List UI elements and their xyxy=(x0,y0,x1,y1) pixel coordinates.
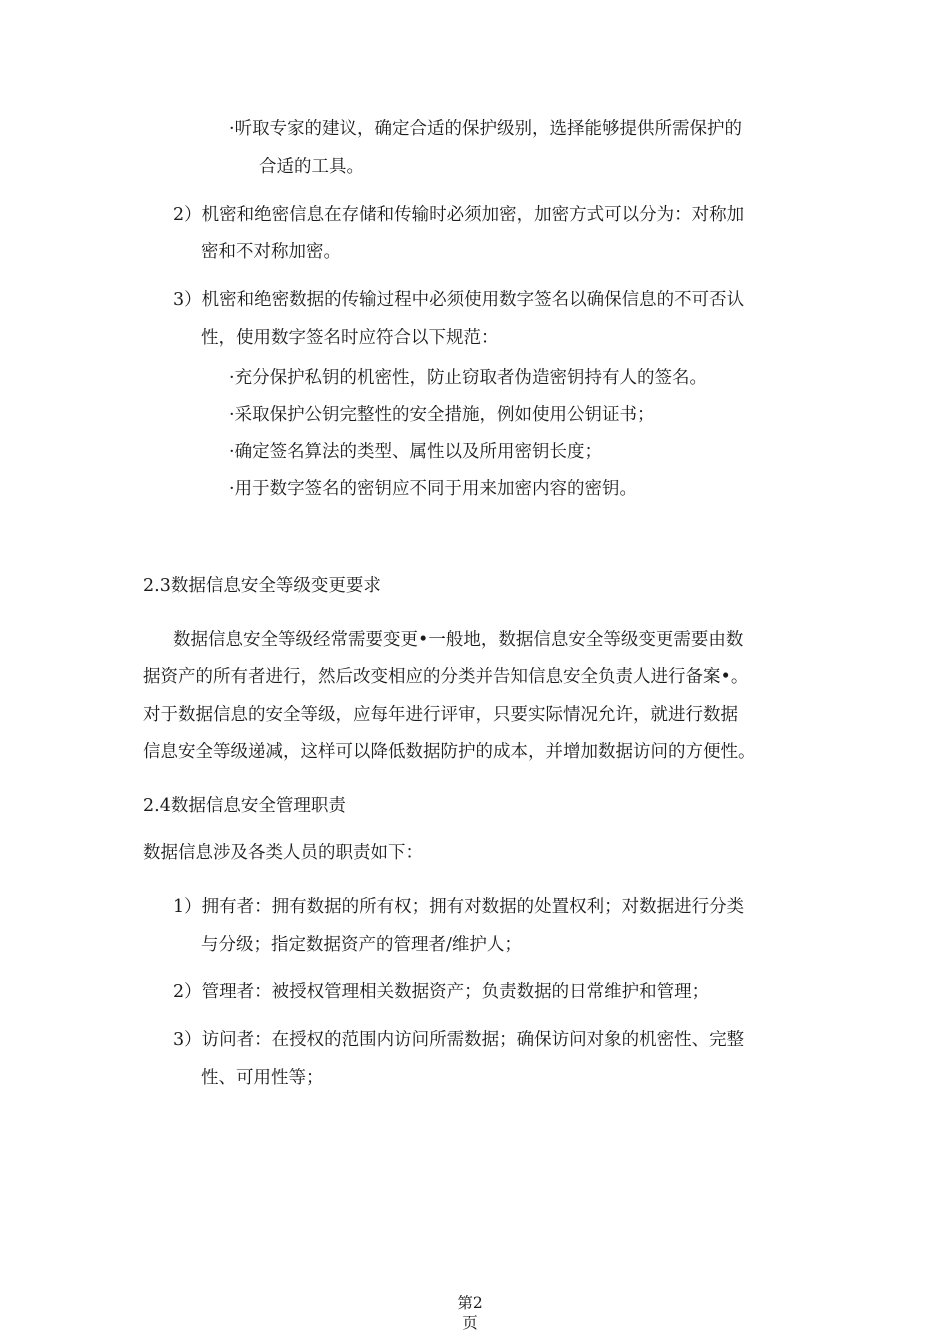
paragraph-line: 对于数据信息的安全等级，应每年进行评审，只要实际情况允许，就进行数据 xyxy=(143,705,738,725)
paragraph-line: 据资产的所有者进行，然后改变相应的分类并告知信息安全负责人进行备案•。 xyxy=(143,667,749,687)
page-number: 页 xyxy=(462,1314,478,1332)
bullet-text: ·采取保护公钥完整性的安全措施，例如使用公钥证书； xyxy=(229,405,655,425)
page-number: 第2 xyxy=(457,1294,483,1312)
list-item-text: 性、可用性等； xyxy=(201,1068,324,1088)
list-item-text: 2）机密和绝密信息在存储和传输时必须加密，加密方式可以分为：对称加 xyxy=(173,205,745,225)
list-item-text: 3）访问者：在授权的范围内访问所需数据；确保访问对象的机密性、完整 xyxy=(173,1030,745,1050)
list-item-text: 与分级；指定数据资产的管理者/维护人； xyxy=(201,935,522,955)
list-item-text: 3）机密和绝密数据的传输过程中必须使用数字签名以确保信息的不可否认 xyxy=(173,290,745,310)
list-item-text: 密和不对称加密。 xyxy=(201,242,341,262)
section-heading: 2.4数据信息安全管理职责 xyxy=(143,796,346,816)
section-heading: 2.3数据信息安全等级变更要求 xyxy=(143,576,381,596)
bullet-text: ·确定签名算法的类型、属性以及所用密钥长度； xyxy=(229,442,603,462)
bullet-text: 合适的工具。 xyxy=(259,157,364,177)
paragraph-line: 数据信息安全等级经常需要变更•一般地，数据信息安全等级变更需要由数 xyxy=(173,630,744,650)
bullet-text: ·充分保护私钥的机密性，防止窃取者伪造密钥持有人的签名。 xyxy=(229,368,708,388)
list-item-text: 性，使用数字签名时应符合以下规范： xyxy=(201,328,499,348)
list-item-text: 1）拥有者：拥有数据的所有权；拥有对数据的处置权利；对数据进行分类 xyxy=(173,897,745,917)
bullet-text: ·用于数字签名的密钥应不同于用来加密内容的密钥。 xyxy=(229,479,638,499)
list-item-text: 2）管理者：被授权管理相关数据资产；负责数据的日常维护和管理； xyxy=(173,982,710,1002)
paragraph-line: 信息安全等级递减，这样可以降低数据防护的成本，并增加数据访问的方便性。 xyxy=(143,742,756,762)
paragraph-line: 数据信息涉及各类人员的职责如下： xyxy=(143,843,423,863)
bullet-text: ·听取专家的建议，确定合适的保护级别，选择能够提供所需保护的 xyxy=(229,119,743,139)
